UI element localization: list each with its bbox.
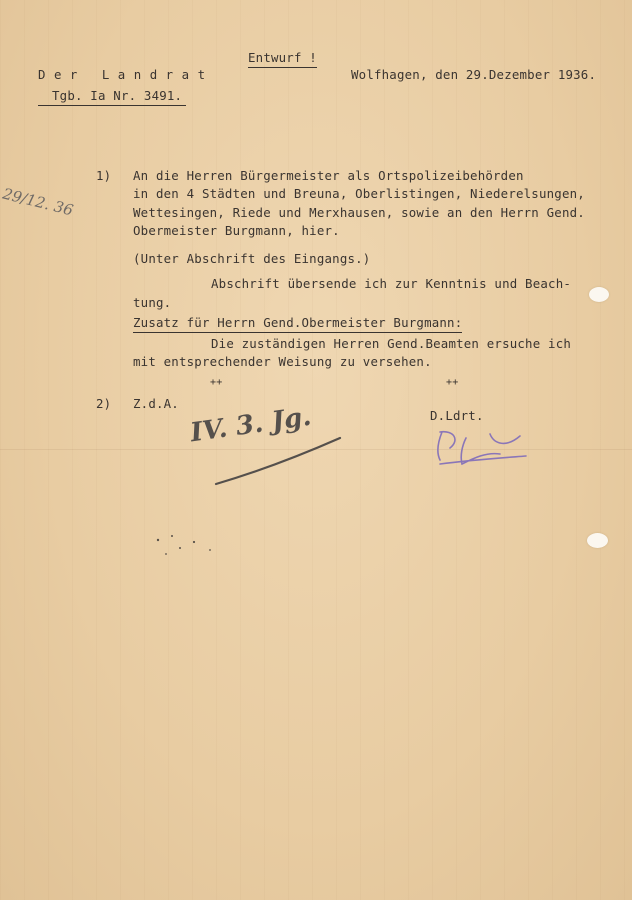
addressee-line-4: Obermeister Burgmann, hier. <box>133 223 340 238</box>
draft-title: Entwurf ! <box>248 50 317 68</box>
pencil-stroke-icon <box>210 430 350 490</box>
paragraph-1-line-2: tung. <box>133 295 172 310</box>
addressee-line-2: in den 4 Städten und Breuna, Oberlistingen, Niederelsungen, <box>133 186 585 201</box>
addendum-heading: Zusatz für Herrn Gend.Obermeister Burgmann: <box>133 315 462 333</box>
place-date: Wolfhagen, den 29.Dezember 1936. <box>351 67 597 82</box>
mark-right: ++ <box>446 377 459 388</box>
item-2-number: 2) <box>96 396 112 411</box>
mark-left: ++ <box>210 377 223 388</box>
violet-signature-icon <box>420 420 540 480</box>
addressee-line-1: An die Herren Bürgermeister als Ortspolizeibehörden <box>133 168 524 183</box>
enclosure-note: (Unter Abschrift des Eingangs.) <box>133 251 371 266</box>
punch-hole-bottom <box>587 533 608 548</box>
paragraph-1-line-1: Abschrift übersende ich zur Kenntnis und Beach- <box>211 276 572 291</box>
paragraph-2-line-1: Die zuständigen Herren Gend.Beamten ersuche ich <box>211 336 572 351</box>
punch-hole-top <box>589 287 609 302</box>
file-note: Z.d.A. <box>133 396 179 411</box>
reference-number: Tgb. Ia Nr. 3491. <box>38 88 186 106</box>
paper-specks-icon <box>150 530 230 560</box>
margin-date-note: 29/12. 36 <box>0 184 75 220</box>
item-1-number: 1) <box>96 168 112 183</box>
signature-block: D.Ldrt. <box>430 408 484 423</box>
addressee-line-3: Wettesingen, Riede und Merxhausen, sowie an den Herrn Gend. <box>133 205 585 220</box>
paragraph-2-line-2: mit entsprechender Weisung zu versehen. <box>133 354 432 369</box>
handwritten-pencil-note: IV. 3. Jg. <box>188 401 314 449</box>
authority-name: Der Landrat <box>38 67 214 82</box>
